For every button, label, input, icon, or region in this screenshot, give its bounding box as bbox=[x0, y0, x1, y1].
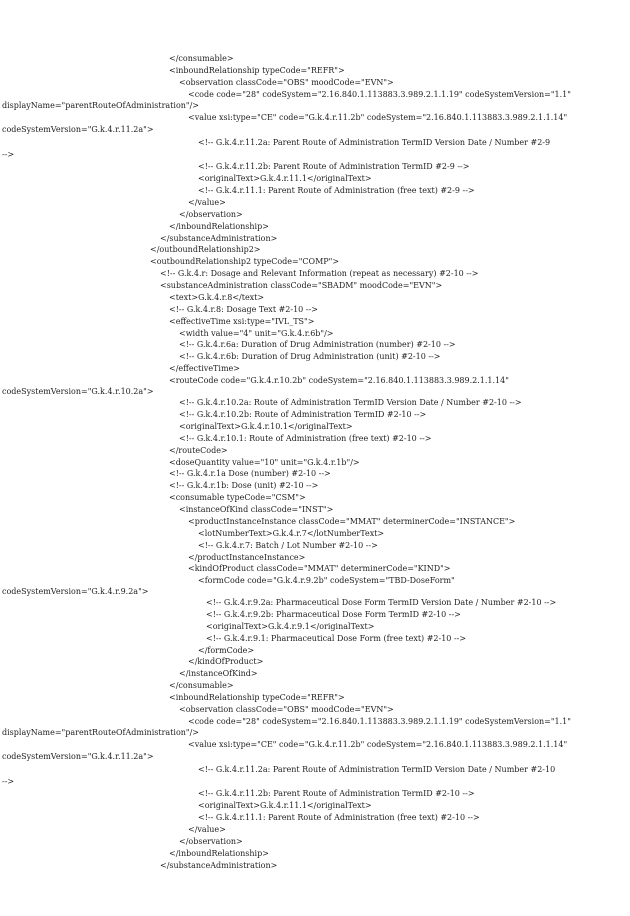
code-line: </value> bbox=[188, 825, 226, 834]
code-line: <text>G.k.4.r.8</text> bbox=[169, 293, 265, 302]
code-line: </observation> bbox=[179, 210, 243, 219]
code-line: <observation classCode="OBS" moodCode="EVN"> bbox=[179, 78, 394, 87]
code-line: </consumable> bbox=[169, 54, 234, 63]
code-line: codeSystemVersion="G.k.4.r.11.2a"> bbox=[2, 125, 154, 134]
code-line: codeSystemVersion="G.k.4.r.10.2a"> bbox=[2, 387, 154, 396]
code-line: </observation> bbox=[179, 837, 243, 846]
code-line: </substanceAdministration> bbox=[160, 234, 278, 243]
code-line: <outboundRelationship2 typeCode="COMP"> bbox=[150, 257, 340, 266]
code-line: displayName="parentRouteOfAdministration"/> bbox=[2, 101, 199, 110]
code-line: <formCode code="G.k.4.r.9.2b" codeSystem="TBD-DoseForm" bbox=[198, 576, 455, 585]
code-line: <!-- G.k.4.r.10.2a: Route of Administration TermID Version Date / Number #2-10 --> bbox=[179, 398, 522, 407]
code-line: displayName="parentRouteOfAdministration"/> bbox=[2, 728, 199, 737]
code-line: <!-- G.k.4.r.6b: Duration of Drug Administration (unit) #2-10 --> bbox=[179, 352, 441, 361]
code-line: </value> bbox=[188, 198, 226, 207]
code-line: </effectiveTime> bbox=[169, 364, 240, 373]
code-line: <code code="28" codeSystem="2.16.840.1.113883.3.989.2.1.1.19" codeSystemVersion="1.1" bbox=[188, 717, 571, 726]
code-line: <!-- G.k.4.r.11.2b: Parent Route of Administration TermID #2-10 --> bbox=[198, 789, 475, 798]
code-line: <effectiveTime xsi:type="IVL_TS"> bbox=[169, 317, 315, 326]
code-line: <!-- G.k.4.r.1a Dose (number) #2-10 --> bbox=[169, 469, 331, 478]
code-line: <originalText>G.k.4.r.11.1</originalText> bbox=[198, 174, 372, 183]
code-line: </routeCode> bbox=[169, 446, 228, 455]
code-line: <!-- G.k.4.r.9.1: Pharmaceutical Dose Form (free text) #2-10 --> bbox=[206, 634, 467, 643]
code-line: </substanceAdministration> bbox=[160, 861, 278, 870]
code-line: <lotNumberText>G.k.4.r.7</lotNumberText> bbox=[198, 529, 385, 538]
code-line: </inboundRelationship> bbox=[169, 849, 269, 858]
code-line: </consumable> bbox=[169, 681, 234, 690]
code-line: </formCode> bbox=[198, 646, 255, 655]
code-line: --> bbox=[2, 777, 15, 786]
code-line: <originalText>G.k.4.r.9.1</originalText> bbox=[206, 622, 375, 631]
code-line: <routeCode code="G.k.4.r.10.2b" codeSystem="2.16.840.1.113883.3.989.2.1.1.14" bbox=[169, 376, 509, 385]
code-line: <!-- G.k.4.r.7: Batch / Lot Number #2-10 --> bbox=[198, 541, 378, 550]
code-line: <inboundRelationship typeCode="REFR"> bbox=[169, 693, 345, 702]
code-line: <!-- G.k.4.r.11.1: Parent Route of Administration (free text) #2-10 --> bbox=[198, 813, 480, 822]
code-line: <!-- G.k.4.r: Dosage and Relevant Information (repeat as necessary) #2-10 --> bbox=[160, 269, 479, 278]
code-line: <observation classCode="OBS" moodCode="EVN"> bbox=[179, 705, 394, 714]
code-line: <originalText>G.k.4.r.11.1</originalText> bbox=[198, 801, 372, 810]
code-line: --> bbox=[2, 150, 15, 159]
code-line: <!-- G.k.4.r.9.2a: Pharmaceutical Dose Form TermID Version Date / Number #2-10 --> bbox=[206, 598, 557, 607]
code-line: <substanceAdministration classCode="SBADM" moodCode="EVN"> bbox=[160, 281, 443, 290]
code-line: </productInstanceInstance> bbox=[188, 553, 306, 562]
code-line: <!-- G.k.4.r.10.1: Route of Administration (free text) #2-10 --> bbox=[179, 434, 432, 443]
code-line: <productInstanceInstance classCode="MMAT" determinerCode="INSTANCE"> bbox=[188, 517, 516, 526]
code-line: <consumable typeCode="CSM"> bbox=[169, 493, 306, 502]
code-line: <code code="28" codeSystem="2.16.840.1.113883.3.989.2.1.1.19" codeSystemVersion="1.1" bbox=[188, 90, 571, 99]
code-line: <value xsi:type="CE" code="G.k.4.r.11.2b" codeSystem="2.16.840.1.113883.3.989.2.1.1.14" bbox=[188, 113, 568, 122]
code-line: </inboundRelationship> bbox=[169, 222, 269, 231]
code-line: </instanceOfKind> bbox=[179, 669, 258, 678]
code-line: <!-- G.k.4.r.6a: Duration of Drug Administration (number) #2-10 --> bbox=[179, 340, 456, 349]
code-line: <originalText>G.k.4.r.10.1</originalText> bbox=[179, 422, 353, 431]
code-line: <!-- G.k.4.r.10.2b: Route of Administration TermID #2-10 --> bbox=[179, 410, 427, 419]
code-line: <!-- G.k.4.r.9.2b: Pharmaceutical Dose Form TermID #2-10 --> bbox=[206, 610, 461, 619]
code-line: <inboundRelationship typeCode="REFR"> bbox=[169, 66, 345, 75]
code-line: <!-- G.k.4.r.1b: Dose (unit) #2-10 --> bbox=[169, 481, 319, 490]
code-line: <doseQuantity value="10" unit="G.k.4.r.1b"/> bbox=[169, 458, 360, 467]
code-line: <!-- G.k.4.r.11.2a: Parent Route of Administration TermID Version Date / Number #2-9 bbox=[198, 138, 551, 147]
code-line: <instanceOfKind classCode="INST"> bbox=[179, 505, 334, 514]
code-line: codeSystemVersion="G.k.4.r.9.2a"> bbox=[2, 587, 149, 596]
code-line: codeSystemVersion="G.k.4.r.11.2a"> bbox=[2, 752, 154, 761]
code-line: <!-- G.k.4.r.11.1: Parent Route of Administration (free text) #2-9 --> bbox=[198, 186, 475, 195]
code-line: <width value="4" unit="G.k.4.r.6b"/> bbox=[179, 329, 334, 338]
code-line: <value xsi:type="CE" code="G.k.4.r.11.2b" codeSystem="2.16.840.1.113883.3.989.2.1.1.14" bbox=[188, 740, 568, 749]
code-line: <!-- G.k.4.r.8: Dosage Text #2-10 --> bbox=[169, 305, 318, 314]
code-line: </kindOfProduct> bbox=[188, 657, 264, 666]
code-line: <!-- G.k.4.r.11.2b: Parent Route of Administration TermID #2-9 --> bbox=[198, 162, 470, 171]
code-line: </outboundRelationship2> bbox=[150, 245, 261, 254]
code-line: <kindOfProduct classCode="MMAT" determinerCode="KIND"> bbox=[188, 564, 451, 573]
code-line: <!-- G.k.4.r.11.2a: Parent Route of Administration TermID Version Date / Number #2-10 bbox=[198, 765, 556, 774]
